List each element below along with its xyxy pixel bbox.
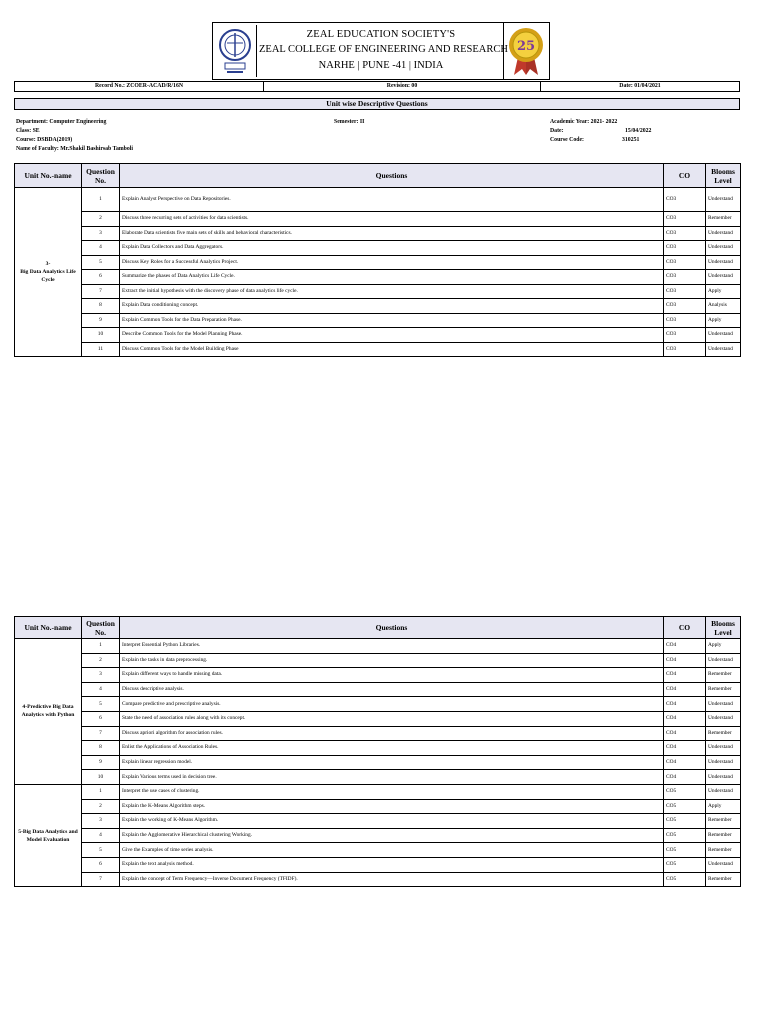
question-number: 4: [82, 241, 120, 256]
questions-table-unit4-5: [14, 616, 741, 887]
question-text: Explain the working of K-Means Algorithm.: [120, 814, 664, 829]
col-co-header: CO: [664, 617, 706, 639]
question-text: Explain linear regression model.: [120, 755, 664, 770]
table-row: [15, 284, 741, 299]
question-number: 9: [82, 755, 120, 770]
col-qno-header: Question No.: [82, 164, 120, 188]
col-blooms-header: Blooms Level: [706, 617, 741, 639]
blooms-level: Understand: [706, 857, 741, 872]
question-number: 5: [82, 697, 120, 712]
course-outcome: CO4: [664, 755, 706, 770]
question-text: Explain the Agglomerative Hierarchical clustering Working.: [120, 828, 664, 843]
question-text: Explain Analyst Perspective on Data Repositories.: [120, 188, 664, 212]
question-number: 7: [82, 284, 120, 299]
table-row: [15, 313, 741, 328]
question-number: 3: [82, 226, 120, 241]
page-title: Unit wise Descriptive Questions: [14, 98, 740, 110]
blooms-level: Apply: [706, 639, 741, 654]
question-text: Discuss apriori algorithm for association rules.: [120, 726, 664, 741]
blooms-level: Understand: [706, 270, 741, 285]
anniversary-badge: [503, 23, 549, 79]
course-outcome: CO3: [664, 241, 706, 256]
revision: Revision: 00: [386, 83, 418, 89]
question-number: 3: [82, 668, 120, 683]
question-number: 8: [82, 741, 120, 756]
blooms-level: Remember: [706, 212, 741, 227]
table-row: [15, 711, 741, 726]
course-outcome: CO3: [664, 299, 706, 314]
col-questions-header: Questions: [120, 164, 664, 188]
course-outcome: CO5: [664, 872, 706, 887]
question-text: Summarize the phases of Data Analytics Life Cycle.: [120, 270, 664, 285]
blooms-level: Understand: [706, 255, 741, 270]
question-text: Explain Various terms used in decision tree.: [120, 770, 664, 785]
table-row: [15, 270, 741, 285]
blooms-level: Apply: [706, 284, 741, 299]
question-text: Interpret Essential Python Libraries.: [120, 639, 664, 654]
question-number: 7: [82, 872, 120, 887]
record-date: Date: 01/04/2021: [619, 83, 661, 89]
course-outcome: CO3: [664, 270, 706, 285]
college-name: ZEAL COLLEGE OF ENGINEERING AND RESEARCH: [259, 44, 508, 55]
question-number: 2: [82, 212, 120, 227]
course-outcome: CO5: [664, 784, 706, 799]
blooms-level: Understand: [706, 784, 741, 799]
unit-name-cell: 4-Predictive Big Data Analytics with Python: [15, 639, 82, 785]
college-header: [212, 22, 550, 80]
question-text: Compare predictive and prescriptive analysis.: [120, 697, 664, 712]
course-outcome: CO3: [664, 188, 706, 212]
blooms-level: Remember: [706, 726, 741, 741]
col-questions-header: Questions: [120, 617, 664, 639]
course-outcome: CO3: [664, 328, 706, 343]
question-text: Discuss three recurring sets of activities for data scientists.: [120, 212, 664, 227]
blooms-level: Understand: [706, 653, 741, 668]
badge-number: 25: [516, 39, 536, 54]
table-row: [15, 857, 741, 872]
blooms-level: Understand: [706, 697, 741, 712]
class: Class: SE: [16, 128, 40, 134]
question-number: 6: [82, 857, 120, 872]
table-row: [15, 843, 741, 858]
question-number: 7: [82, 726, 120, 741]
table-row: [15, 697, 741, 712]
question-number: 11: [82, 342, 120, 357]
question-text: Discuss descriptive analysis.: [120, 682, 664, 697]
course-outcome: CO3: [664, 284, 706, 299]
questions-table-unit3: [14, 163, 741, 357]
blooms-level: Analysis: [706, 299, 741, 314]
blooms-level: Apply: [706, 313, 741, 328]
question-number: 5: [82, 255, 120, 270]
table-row: [15, 755, 741, 770]
blooms-level: Understand: [706, 711, 741, 726]
course-outcome: CO5: [664, 799, 706, 814]
question-text: Explain the K-Means Algorithm steps.: [120, 799, 664, 814]
col-unit-header: Unit No.-name: [15, 617, 82, 639]
course-outcome: CO4: [664, 639, 706, 654]
course-code-label: Course Code:: [550, 137, 584, 143]
col-qno-header: Question No.: [82, 617, 120, 639]
table-row: [15, 342, 741, 357]
course-outcome: CO4: [664, 711, 706, 726]
date-label: Date:: [550, 128, 564, 134]
table-row: [15, 799, 741, 814]
blooms-level: Understand: [706, 770, 741, 785]
col-unit-header: Unit No.-name: [15, 164, 82, 188]
question-number: 4: [82, 828, 120, 843]
society-name: ZEAL EDUCATION SOCIETY'S: [306, 29, 456, 40]
question-number: 6: [82, 711, 120, 726]
course-outcome: CO3: [664, 255, 706, 270]
table-row: [15, 872, 741, 887]
faculty-name: Name of Faculty: Mr.Shakil Bashirsab Tamboli: [16, 146, 134, 152]
course-outcome: CO4: [664, 668, 706, 683]
course-outcome: CO4: [664, 726, 706, 741]
course-outcome: CO5: [664, 843, 706, 858]
question-text: Explain the text analysis method.: [120, 857, 664, 872]
blooms-level: Remember: [706, 828, 741, 843]
blooms-level: Remember: [706, 682, 741, 697]
blooms-level: Understand: [706, 755, 741, 770]
course-outcome: CO5: [664, 828, 706, 843]
unit-name-cell: 5-Big Data Analytics and Model Evaluation: [15, 784, 82, 886]
question-text: Describe Common Tools for the Model Planning Phase.: [120, 328, 664, 343]
college-location: NARHE | PUNE -41 | INDIA: [318, 60, 444, 71]
table-row: [15, 784, 741, 799]
table-row: [15, 299, 741, 314]
table-row: [15, 682, 741, 697]
table-row: [15, 814, 741, 829]
unit-name-cell: 3- Big Data Analytics Life Cycle: [15, 188, 82, 357]
question-text: Explain Data conditioning concept.: [120, 299, 664, 314]
blooms-level: Remember: [706, 872, 741, 887]
question-text: Discuss Common Tools for the Model Building Phase: [120, 342, 664, 357]
blooms-level: Remember: [706, 843, 741, 858]
course-outcome: CO3: [664, 313, 706, 328]
course-outcome: CO4: [664, 697, 706, 712]
question-number: 6: [82, 270, 120, 285]
table-row: [15, 212, 741, 227]
question-text: Discuss Key Roles for a Successful Analytics Project.: [120, 255, 664, 270]
table-row: [15, 668, 741, 683]
course-outcome: CO3: [664, 226, 706, 241]
course-code-value: 310251: [622, 137, 640, 143]
question-number: 1: [82, 188, 120, 212]
blooms-level: Understand: [706, 188, 741, 212]
table-row: [15, 726, 741, 741]
record-number: Record No.: ZCOER-ACAD/R/16N: [94, 83, 184, 89]
question-text: Interpret the use cases of clustering.: [120, 784, 664, 799]
question-text: Give the Examples of time series analysis.: [120, 843, 664, 858]
question-number: 9: [82, 313, 120, 328]
question-number: 1: [82, 639, 120, 654]
col-blooms-header: Blooms Level: [706, 164, 741, 188]
table-row: [15, 188, 741, 212]
table-row: [15, 328, 741, 343]
question-number: 10: [82, 328, 120, 343]
table-row: [15, 226, 741, 241]
question-number: 3: [82, 814, 120, 829]
question-text: Elaborate Data scientists five main sets of skills and behavioral characteristics.: [120, 226, 664, 241]
blooms-level: Apply: [706, 799, 741, 814]
record-info-row: [14, 81, 740, 92]
course-outcome: CO4: [664, 770, 706, 785]
college-logo: [215, 25, 257, 77]
question-number: 10: [82, 770, 120, 785]
blooms-level: Understand: [706, 741, 741, 756]
question-text: Explain Data Collectors and Data Aggregators.: [120, 241, 664, 256]
course: Course: DSBDA(2019): [16, 137, 73, 143]
question-text: Explain the concept of Term Frequency—Inverse Document Frequency (TFIDF).: [120, 872, 664, 887]
course-outcome: CO4: [664, 682, 706, 697]
question-number: 8: [82, 299, 120, 314]
blooms-level: Remember: [706, 668, 741, 683]
question-number: 2: [82, 653, 120, 668]
table-row: [15, 255, 741, 270]
table-row: [15, 639, 741, 654]
question-text: Explain different ways to handle missing data.: [120, 668, 664, 683]
table-row: [15, 653, 741, 668]
academic-year: Academic Year: 2021- 2022: [550, 119, 618, 125]
blooms-level: Remember: [706, 814, 741, 829]
question-number: 5: [82, 843, 120, 858]
question-number: 1: [82, 784, 120, 799]
course-outcome: CO5: [664, 857, 706, 872]
question-text: Explain Common Tools for the Data Preparation Phase.: [120, 313, 664, 328]
table-row: [15, 741, 741, 756]
question-text: Extract the initial hypothesis with the discovery phase of data analytics life cycle.: [120, 284, 664, 299]
question-text: State the need of association rules along with its concept.: [120, 711, 664, 726]
semester: Semester: II: [334, 119, 365, 125]
course-outcome: CO3: [664, 212, 706, 227]
question-number: 2: [82, 799, 120, 814]
course-outcome: CO4: [664, 653, 706, 668]
question-text: Enlist the Applications of Association Rules.: [120, 741, 664, 756]
blooms-level: Understand: [706, 226, 741, 241]
question-text: Explain the tasks in data preprocessing.: [120, 653, 664, 668]
table-row: [15, 241, 741, 256]
blooms-level: Understand: [706, 342, 741, 357]
department: Department: Computer Engineering: [16, 119, 107, 125]
col-co-header: CO: [664, 164, 706, 188]
course-outcome: CO4: [664, 741, 706, 756]
blooms-level: Understand: [706, 241, 741, 256]
question-number: 4: [82, 682, 120, 697]
course-outcome: CO3: [664, 342, 706, 357]
blooms-level: Understand: [706, 328, 741, 343]
table-row: [15, 828, 741, 843]
table-row: [15, 770, 741, 785]
date-value: 15/04/2022: [625, 128, 652, 134]
course-outcome: CO5: [664, 814, 706, 829]
